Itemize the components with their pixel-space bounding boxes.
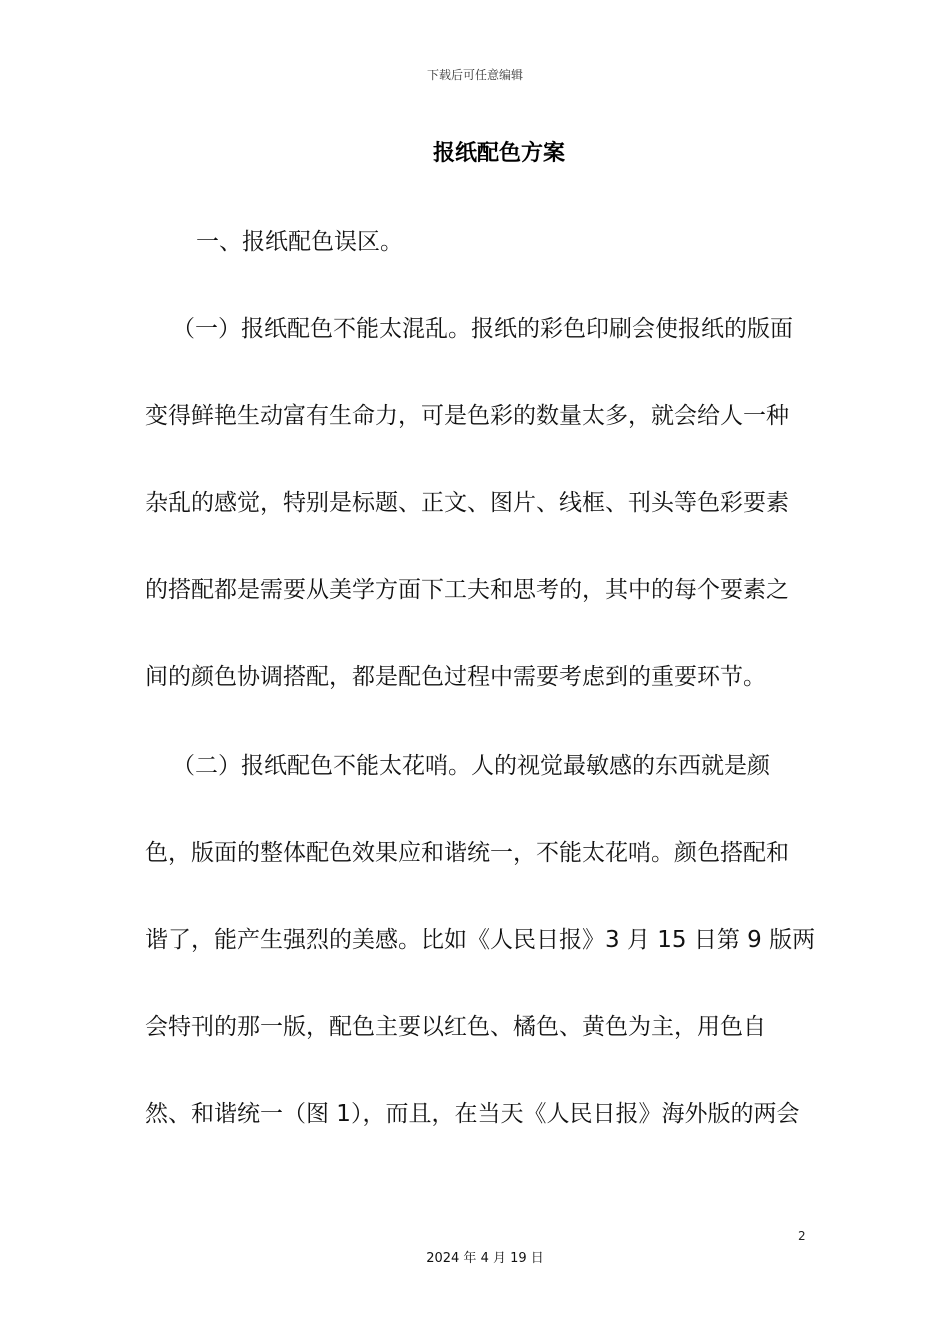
body-line: 杂乱的感觉，特别是标题、正文、图片、线框、刊头等色彩要素 <box>145 490 789 516</box>
body-line: 间的颜色协调搭配，都是配色过程中需要考虑到的重要环节。 <box>145 664 766 690</box>
body-line: 谐了，能产生强烈的美感。比如《人民日报》3 月 15 日第 9 版两 <box>145 927 816 953</box>
body-line: （二）报纸配色不能太花哨。人的视觉最敏感的东西就是颜 <box>172 753 770 779</box>
body-line: 然、和谐统一（图 1），而且，在当天《人民日报》海外版的两会 <box>145 1101 800 1127</box>
section-heading: 一、报纸配色误区。 <box>196 229 403 255</box>
page-number: 2 <box>798 1229 806 1243</box>
header-note: 下载后可任意编辑 <box>426 68 523 82</box>
body-line: （一）报纸配色不能太混乱。报纸的彩色印刷会使报纸的版面 <box>172 316 793 342</box>
body-line: 会特刊的那一版，配色主要以红色、橘色、黄色为主，用色自 <box>145 1014 766 1040</box>
body-line: 变得鲜艳生动富有生命力，可是色彩的数量太多，就会给人一种 <box>145 403 789 429</box>
footer-date: 2024 年 4 月 19 日 <box>426 1251 544 1266</box>
document-title: 报纸配色方案 <box>432 141 565 166</box>
body-line: 色，版面的整体配色效果应和谐统一，不能太花哨。颜色搭配和 <box>145 840 789 866</box>
body-line: 的搭配都是需要从美学方面下工夫和思考的，其中的每个要素之 <box>145 577 789 603</box>
